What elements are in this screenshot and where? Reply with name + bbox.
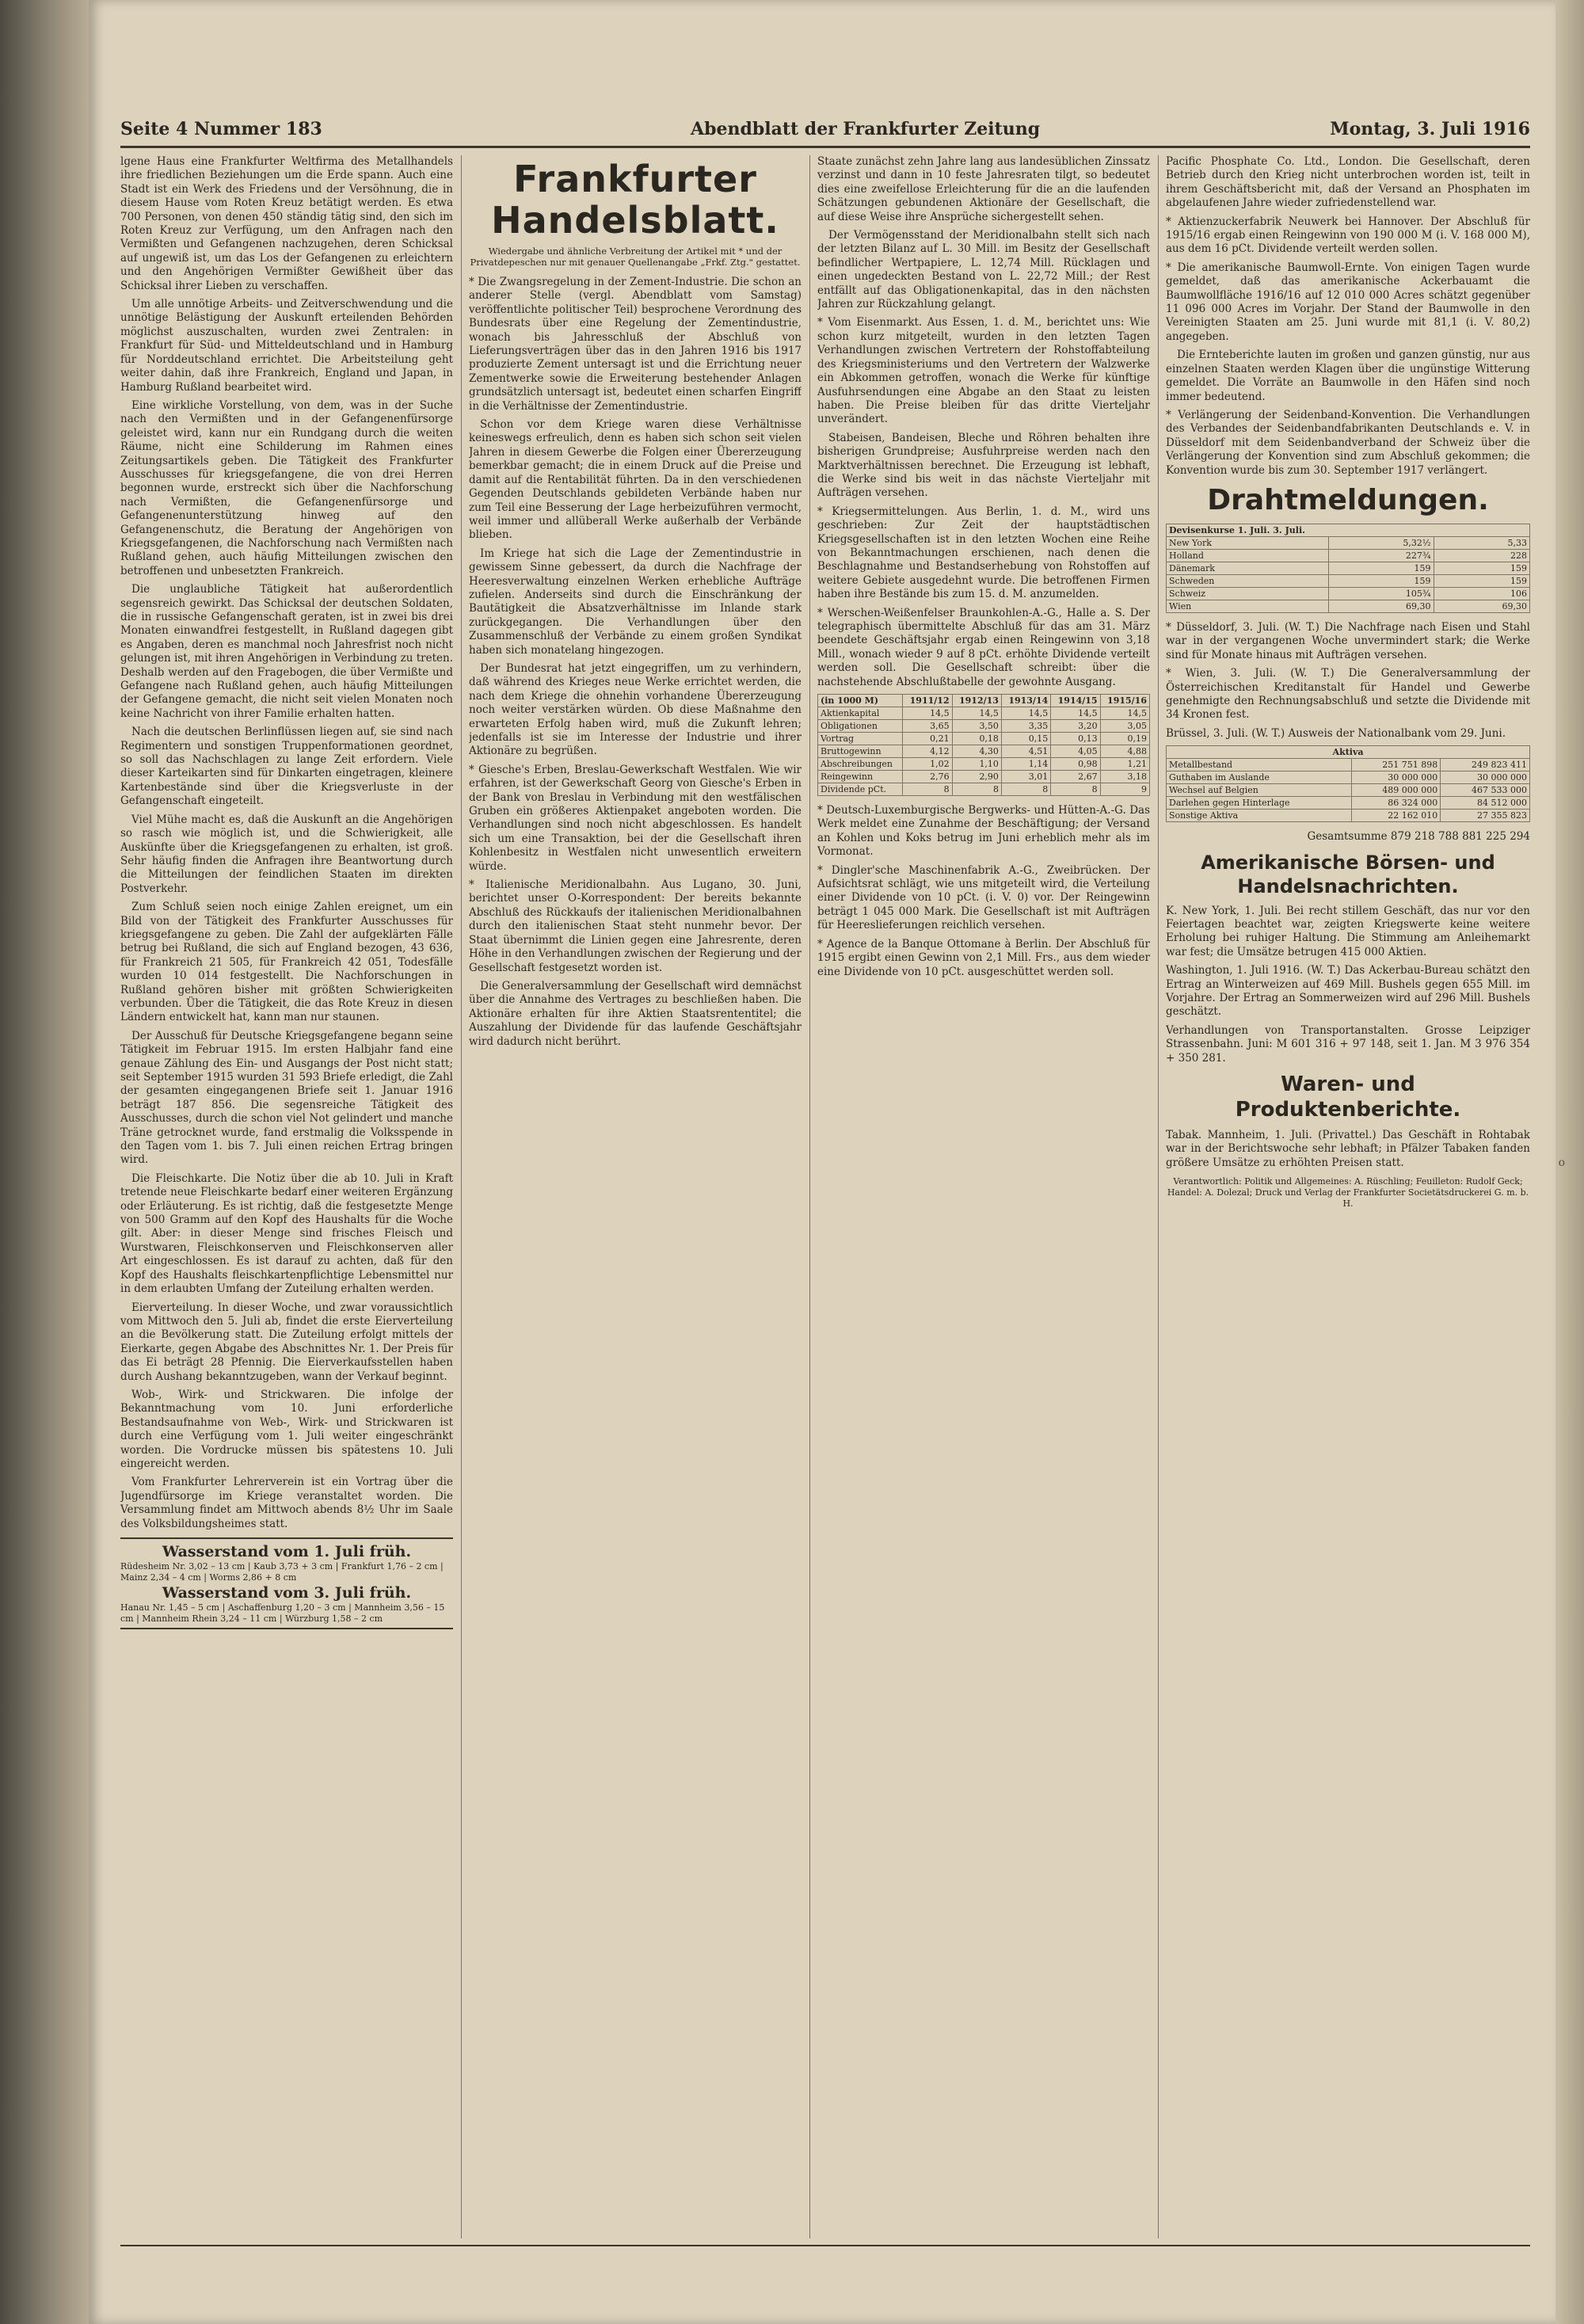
table-row xyxy=(818,745,1150,758)
table-cell: 2,90 xyxy=(952,771,1001,783)
bank-value: 27 355 823 xyxy=(1441,810,1530,822)
table-row xyxy=(818,771,1150,783)
exchange-place: Holland xyxy=(1167,549,1329,562)
exchange-rates-table xyxy=(1166,524,1530,613)
bank-value: 489 000 000 xyxy=(1351,784,1441,797)
article-paragraph: Der Bundesrat hat jetzt eingegriffen, um zu verhindern, daß während des Krieges neue Werke errichtet werden, die nach dem Kriege die ohnehin vorhandene Übererzeugung noch weiter verstärken würden. Ob diese Maßnahme den erwarteten Erfolg haben wird, muß die Zukunft lehren; jedenfalls ist sie im Interesse der Industrie und ihrer Aktionäre zu begrüßen. xyxy=(469,661,802,758)
article-paragraph: * Deutsch-Luxemburgische Bergwerks- und Hütten-A.-G. Das Werk meldet eine Zunahme der Beschäftigung; der Versand an Kohlen und Koks betrug im Juni erheblich mehr als im Vormonat. xyxy=(817,804,1150,859)
article-paragraph: Wob-, Wirk- und Strickwaren. Die infolge der Bekanntmachung vom 10. Juni erforderliche Bestandsaufnahme von Web-, Wirk- und Strickwaren ist durch eine Verfügung vom 1. Juli weiter eingeschränkt worden. Die Vordrucke müssen bis spätestens 10. Juli eingereicht werden. xyxy=(120,1388,453,1470)
row-label: Bruttogewinn xyxy=(818,745,903,758)
results-table xyxy=(817,694,1150,796)
paper-title: Abendblatt der Frankfurter Zeitung xyxy=(691,119,1041,139)
table-row xyxy=(1167,797,1530,810)
exchange-rate: 227¾ xyxy=(1328,549,1434,562)
table-row xyxy=(1167,574,1530,587)
article-paragraph: Pacific Phosphate Co. Ltd., London. Die Gesellschaft, deren Betrieb durch den Krieg nicht unterbrochen worden ist, teilt in ihrem Geschäftsbericht mit, daß der Versand an Phosphaten im abgelaufenen Jahre wieder zufriedenstellend war. xyxy=(1166,155,1530,210)
commodity-reports-title: Waren- und Produktenberichte. xyxy=(1235,1072,1461,1122)
article-paragraph: Viel Mühe macht es, daß die Auskunft an die Angehörigen so rasch wie möglich ist, und die Schwierigkeit, alle Auskünfte über die Kriegsgefangenen zu erhalten, ist groß. Sehr häufig finden die Anfragen ihre Beantwortung durch die Mitteilungen der feindlichen Staaten im direkten Postverkehr. xyxy=(120,813,453,895)
bank-item: Darlehen gegen Hinterlage xyxy=(1167,797,1352,810)
table-row xyxy=(818,783,1150,796)
table-cell: 0,21 xyxy=(903,733,952,745)
column-1 xyxy=(120,155,453,2238)
table-cell: 0,98 xyxy=(1051,758,1100,771)
bank-value: 251 751 898 xyxy=(1351,759,1441,771)
article-paragraph: * Werschen-Weißenfelser Braunkohlen-A.-G., Halle a. S. Der telegraphisch übermittelte Abschluß für das am 31. März beendete Geschäftsjahr ergab einen Reingewinn von 3,18 Mill., wonach wieder 9 auf 8 pCt. erhöhte Dividende verteilt werden soll. Die Gesellschaft schreibt: über die nachstehende Abschlußtabelle der gewohnte Ausgang. xyxy=(817,606,1150,688)
exchange-rate: 69,30 xyxy=(1434,600,1529,612)
section-masthead: Frankfurter Handelsblatt. xyxy=(491,158,779,242)
water-level-title: Wasserstand vom 1. Juli früh. xyxy=(162,1543,412,1560)
exchange-rate: 5,32½ xyxy=(1328,536,1434,549)
article-paragraph: Staate zunächst zehn Jahre lang aus landesüblichen Zinssatz verzinst und dann in 10 feste Jahresraten tilgt, so bedeutet dies eine zweifellose Erleichterung für die an die laufenden Schätzungen gebundenen Aktionäre der Gesellschaft, die auf diese Weise ihre Ansprüche sichergestellt sehen. xyxy=(817,155,1150,223)
table-cell: 3,65 xyxy=(903,720,952,733)
issue-date: Montag, 3. Juli 1916 xyxy=(1330,119,1530,139)
table-row xyxy=(818,758,1150,771)
table-header-cell: 1913/14 xyxy=(1001,695,1050,707)
table-cell: 4,88 xyxy=(1100,745,1149,758)
row-label: Obligationen xyxy=(818,720,903,733)
water-level-data: Rüdesheim Nr. 3,02 – 13 cm | Kaub 3,73 + 3 cm | Frankfurt 1,76 – 2 cm | Mainz 2,34 – 4 cm | Worms 2,86 + 8 cm xyxy=(120,1561,444,1583)
table-header-cell: Devisenkurse 1. Juli. 3. Juli. xyxy=(1167,524,1530,536)
article-paragraph: Verhandlungen von Transportanstalten. Grosse Leipziger Strassenbahn. Juni: M 601 316 + 97 148, seit 1. Jan. M 3 976 354 + 350 281. xyxy=(1166,1023,1530,1065)
article-paragraph: Die unglaubliche Tätigkeit hat außerordentlich segensreich gewirkt. Das Schicksal der deutschen Soldaten, die in russische Gefangenschaft geraten, ist in zwei bis drei Monaten einwandfrei festgestellt, in Rußland dagegen gibt es Angaben, deren es manchmal noch Jahresfrist noch nicht gelungen ist, mit ihren Angehörigen in Verbindung zu treten. Deshalb werden auf den Fragebogen, die über Vermißte und Gefangene nach Rußland gehen, auch häufig Mitteilungen der Gefangene gemacht, die nicht seit vielen Monaten noch keine Nachricht von ihrer Familie erhalten hatten. xyxy=(120,583,453,720)
table-cell: 14,5 xyxy=(1001,707,1050,720)
table-cell: 3,18 xyxy=(1100,771,1149,783)
bank-value: 30 000 000 xyxy=(1351,771,1441,784)
table-cell: 1,14 xyxy=(1001,758,1050,771)
table-row xyxy=(1167,784,1530,797)
article-paragraph: Nach die deutschen Berlinflüssen liegen auf, sie sind nach Regimentern und sonstigen Truppenformationen geordnet, so soll das Nachschlagen zu lange Zeit erfordern. Viele dieser Karteikarten sind für Dinkarten eingetragen, kleinere Kartenbestände sind über die Kriegsverluste in der Gefangenschaft eingeteilt. xyxy=(120,726,453,808)
article-paragraph: Die Ernteberichte lauten im großen und ganzen günstig, nur aus einzelnen Staaten werden Klagen über die ungünstige Witterung gemeldet. Die Vorräte an Baumwolle in den Häfen sind noch immer bedeutend. xyxy=(1166,349,1530,403)
table-header-cell: 1912/13 xyxy=(952,695,1001,707)
table-header-cell: 1914/15 xyxy=(1051,695,1100,707)
column-divider xyxy=(461,155,462,2238)
article-paragraph: Stabeisen, Bandeisen, Bleche und Röhren behalten ihre bisherigen Grundpreise; Ausfuhrpreise werden nach den Marktverhältnissen berechnet. Die Erzeugung ist lebhaft, die Werke sind bis weit in das nächste Vierteljahr mit Aufträgen versehen. xyxy=(817,431,1150,500)
article-paragraph: Die Fleischkarte. Die Notiz über die ab 10. Juli in Kraft tretende neue Fleischkarte bedarf einer weiteren Ergänzung oder Erläuterung. Es ist richtig, daß die festgesetzte Menge von 500 Gramm auf den Kopf des Haushalts für die Woche gilt. Aber: in dieser Menge sind frisches Fleisch und Wurstwaren, Fleischkonserven und Fleischkonserven aller Art eingeschlossen. Es ist darauf zu achten, daß für den Kopf des Haushalts fleischkartenpflichtige Lebensmittel nur in dem erlaubten Umfang der Zuteilung erhalten werden. xyxy=(120,1172,453,1296)
table-row xyxy=(1167,600,1530,612)
article-paragraph: * Aktienzuckerfabrik Neuwerk bei Hannover. Der Abschluß für 1915/16 ergab einen Reingewinn von 190 000 M (i. V. 168 000 M), aus dem 16 pCt. Dividende verteilt werden sollen. xyxy=(1166,215,1530,256)
bank-statement-table xyxy=(1166,745,1530,822)
table-cell: 3,50 xyxy=(952,720,1001,733)
exchange-rate: 105¾ xyxy=(1328,587,1434,600)
table-row xyxy=(1167,810,1530,822)
article-paragraph: Die Generalversammlung der Gesellschaft wird demnächst über die Annahme des Vertrages zu beschließen haben. Die Aktionäre erhalten für ihre Aktien Staatsrententitel; die Auszahlung der Dividende für das laufende Geschäftsjahr wird dadurch nicht berührt. xyxy=(469,979,802,1048)
exchange-place: Wien xyxy=(1167,600,1329,612)
bank-item: Metallbestand xyxy=(1167,759,1352,771)
article-paragraph: Schon vor dem Kriege waren diese Verhältnisse keineswegs erfreulich, denn es haben sich schon seit vielen Jahren in diesem Gewerbe die Folgen einer Übererzeugung bemerkbar gemacht; die in einem Druck auf die Preise und damit auf die Rentabilität führten. Da in den verschiedenen Gegenden Deutschlands gebildeten Verbände haben nur zum Teil eine Besserung der Lage herbeizuführen vermocht, weil immer und allüberall Werke außerhalb der Verbände blieben. xyxy=(469,418,802,542)
table-header-row xyxy=(1167,746,1530,759)
table-cell: 0,19 xyxy=(1100,733,1149,745)
bank-value: 84 512 000 xyxy=(1441,797,1530,810)
bank-total: Gesamtsumme 879 218 788 881 225 294 xyxy=(1307,830,1530,844)
table-header-cell: 1911/12 xyxy=(903,695,952,707)
water-level-title: Wasserstand vom 3. Juli früh. xyxy=(162,1584,412,1602)
table-row xyxy=(1167,549,1530,562)
table-header-row xyxy=(1167,524,1530,536)
article-paragraph: * Giesche's Erben, Breslau-Gewerkschaft Westfalen. Wie wir erfahren, ist der Gewerkschaft Georg von Giesche's Erben in der Bank von Breslau in Verbindung mit den westfälischen Gruben ein größeres Aktienpaket angeboten worden. Die Verhandlungen sind noch nicht abgeschlossen. Es handelt sich um eine Transaktion, bei der die Gesellschaft ihren Kohlenbesitz in Westfalen nicht unwesentlich erweitern würde. xyxy=(469,763,802,873)
exchange-place: Dänemark xyxy=(1167,562,1329,574)
table-cell: 0,15 xyxy=(1001,733,1050,745)
table-cell: 3,05 xyxy=(1100,720,1149,733)
water-level-box xyxy=(120,1537,453,1629)
table-cell: 2,76 xyxy=(903,771,952,783)
column-divider xyxy=(809,155,810,2238)
article-paragraph: * Dingler'sche Maschinenfabrik A.-G., Zweibrücken. Der Aufsichtsrat schlägt, wie uns mitgeteilt wird, die Verteilung einer Dividende von 10 pCt. (i. V. 0) vor. Der Reingewinn beträgt 1 045 000 Mark. Die Gesellschaft ist mit Aufträgen für Heereslieferungen reichlich versehen. xyxy=(817,863,1150,932)
reprint-notice: Wiedergabe und ähnliche Verbreitung der Artikel mit * und der Privatdepeschen nur mit genauer Quellenangabe „Frkf. Ztg." gestattet. xyxy=(470,246,801,268)
table-cell: 0,13 xyxy=(1051,733,1100,745)
article-paragraph: * Düsseldorf, 3. Juli. (W. T.) Die Nachfrage nach Eisen und Stahl war in der vergangenen Woche unvermindert stark; die Werke sind für Monate hinaus mit Aufträgen versehen. xyxy=(1166,620,1530,661)
bank-value: 467 533 000 xyxy=(1441,784,1530,797)
row-label: Reingewinn xyxy=(818,771,903,783)
column-2 xyxy=(469,155,802,2238)
american-news-title: Amerikanische Börsen- und Handelsnachrichten. xyxy=(1201,851,1495,897)
row-label: Abschreibungen xyxy=(818,758,903,771)
table-row xyxy=(818,733,1150,745)
table-row xyxy=(1167,562,1530,574)
table-cell: 0,18 xyxy=(952,733,1001,745)
article-paragraph: * Kriegsermittelungen. Aus Berlin, 1. d. M., wird uns geschrieben: Zur Zeit der hauptstädtischen Kriegsgesellschaften ist in den letzten Wochen eine Reihe von Bekanntmachungen erschienen, nach denen die Beschlagnahme und Bestandserhebung von Rohstoffen auf weitere Gebiete ausgedehnt wurde. Die betroffenen Firmen haben ihre Bestände bis zum 15. d. M. anzumelden. xyxy=(817,505,1150,601)
water-level-data: Hanau Nr. 1,45 – 5 cm | Aschaffenburg 1,20 – 3 cm | Mannheim 3,56 – 15 cm | Mannheim Rhein 3,24 – 11 cm | Würzburg 1,58 – 2 cm xyxy=(120,1602,445,1624)
article-paragraph: Eierverteilung. In dieser Woche, und zwar voraussichtlich vom Mittwoch den 5. Juli ab, findet die erste Eierverteilung an die Bevölkerung statt. Die Zuteilung erfolgt mittels der Eierkarte, gegen Abgabe des Abschnittes Nr. 1. Der Preis für das Ei beträgt 28 Pfennig. Die Eierverkaufsstellen haben durch Aushang bekanntzugeben, wann der Verkauf beginnt. xyxy=(120,1301,453,1383)
edge-mark: o xyxy=(1558,1156,1565,1169)
article-paragraph: * Italienische Meridionalbahn. Aus Lugano, 30. Juni, berichtet unser O-Korrespondent: Der bereits bekannte Abschluß des Rückkaufs der italienischen Meridionalbahnen durch den italienischen Staat steht nunmehr bevor. Der Staat übernimmt die Linien gegen eine Jahresrente, deren Höhe in den Verhandlungen zwischen der Regierung und der Gesellschaft festgesetzt worden ist. xyxy=(469,878,802,974)
column-3 xyxy=(817,155,1150,2238)
article-paragraph: Tabak. Mannheim, 1. Juli. (Privattel.) Das Geschäft in Rohtabak war in der Berichtswoche sehr lebhaft; in Pfälzer Tabaken fanden größere Umsätze zu erhöhten Preisen statt. xyxy=(1166,1129,1530,1169)
article-paragraph: K. New York, 1. Juli. Bei recht stillem Geschäft, das nur vor den Feiertagen beachtet war, zeigten Kriegswerte keine weitere Erholung bei ruhiger Haltung. Die Stimmung am Anleihemarkt war fest; die Umsätze betrugen 415 000 Aktien. xyxy=(1166,904,1530,958)
table-header-cell: (in 1000 M) xyxy=(818,695,903,707)
table-cell: 4,30 xyxy=(952,745,1001,758)
bank-item: Sonstige Aktiva xyxy=(1167,810,1352,822)
bank-value: 86 324 000 xyxy=(1351,797,1441,810)
article-paragraph: Washington, 1. Juli 1916. (W. T.) Das Ackerbau-Bureau schätzt den Ertrag an Winterweizen auf 469 Mill. Bushels gegen 655 Mill. im Vorjahre. Der Ertrag an Sommerweizen wird auf 296 Mill. Bushels geschätzt. xyxy=(1166,964,1530,1019)
bank-item: Wechsel auf Belgien xyxy=(1167,784,1352,797)
exchange-rate: 159 xyxy=(1434,562,1529,574)
bank-value: 30 000 000 xyxy=(1441,771,1530,784)
row-label: Dividende pCt. xyxy=(818,783,903,796)
article-paragraph: * Wien, 3. Juli. (W. T.) Die Generalversammlung der Österreichischen Kreditanstalt für Handel und Gewerbe genehmigte den Rechnungsabschluß und setzte die Dividende mit 34 Kronen fest. xyxy=(1166,667,1530,722)
article-paragraph: lgene Haus eine Frankfurter Weltfirma des Metallhandels ihre friedlichen Beziehungen um die Erde spann. Auch eine Stadt ist ein Werk des Friedens und der Versöhnung, die in diesem Hause vom Roten Kreuz betätigt werden. Es etwa 700 Personen, von denen 450 ständig tätig sind, den sich im Roten Kreuz zur Verfügung, um den Anfragen nach den Vermißten und Gefangenen nachzugehen, deren Schicksal auf ungewiß ist, um das Los der Gefangenen zu erleichtern und den Angehörigen Vermißter Gewißheit über das Schicksal ihrer Lieben zu verschaffen. xyxy=(120,155,453,292)
table-row xyxy=(1167,771,1530,784)
exchange-rate: 228 xyxy=(1434,549,1529,562)
exchange-rate: 159 xyxy=(1328,574,1434,587)
column-4 xyxy=(1166,155,1530,2238)
table-cell: 3,35 xyxy=(1001,720,1050,733)
article-paragraph: Im Kriege hat sich die Lage der Zementindustrie in gewissem Sinne gebessert, da durch die Nachfrage der Heeresverwaltung einzelnen Werken erhebliche Aufträge zufielen. Anderseits sind durch die Einschränkung der Bautätigkeit die Absatzverhältnisse im Inlande stark zurückgegangen. Die Verhandlungen über den Zusammenschluß der Verbände zu einem großen Syndikat haben sich monatelang hingezogen. xyxy=(469,547,802,657)
exchange-place: Schweden xyxy=(1167,574,1329,587)
table-cell: 3,01 xyxy=(1001,771,1050,783)
table-cell: 8 xyxy=(903,783,952,796)
article-paragraph: Brüssel, 3. Juli. (W. T.) Ausweis der Nationalbank vom 29. Juni. xyxy=(1166,726,1506,740)
row-label: Aktienkapital xyxy=(818,707,903,720)
exchange-rate: 5,33 xyxy=(1434,536,1529,549)
table-cell: 14,5 xyxy=(1051,707,1100,720)
exchange-rate: 159 xyxy=(1328,562,1434,574)
article-paragraph: * Die Zwangsregelung in der Zement-Industrie. Die schon an anderer Stelle (vergl. Abendblatt vom Samstag) veröffentlichte politischer Teil) besprochene Verordnung des Bundesrats über eine Regelung der Zementindustrie, wonach bis Jahresschluß der Abschluß von Lieferungsverträgen über das in den Jahren 1916 bis 1917 produzierte Zement untersagt ist und die Errichtung neuer Zementwerke sowie die Erweiterung bestehender Anlagen grundsätzlich untersagt ist, bedeutet einen scharfen Eingriff in die Verhältnisse der Zementindustrie. xyxy=(469,276,802,413)
header-rule xyxy=(120,146,1530,148)
table-cell: 14,5 xyxy=(1100,707,1149,720)
article-paragraph: Um alle unnötige Arbeits- und Zeitverschwendung und die unnötige Belästigung der Auskunft erteilenden Behörden möglichst auszuschalten, wurden zwei Zentralen: in Frankfurt für Süd- und Mitteldeutschland und in Hamburg für Norddeutschland errichtet. Die Arbeitsteilung geht weiter dahin, daß ihre Frankreich, England und Japan, in Hamburg Rußland bearbeitet wird. xyxy=(120,298,453,394)
page-header xyxy=(120,119,1530,143)
article-paragraph: Der Ausschuß für Deutsche Kriegsgefangene begann seine Tätigkeit im Februar 1915. Im ersten Halbjahr fand eine genaue Zählung des Ein- und Ausgangs der Post nicht statt; seit September 1915 wurden 31 593 Briefe erledigt, die Zahl der gesamten eingegangenen Briefe seit 1. Januar 1916 beträgt 187 856. Die segensreiche Tätigkeit des Ausschusses, durch die schon viel Not gelindert und manche Träne getrocknet wurde, fand erstmalig die Volksspende in den Tagen vom 1. bis 7. Juli einen reichen Ertrag bringen wird. xyxy=(120,1029,453,1167)
table-row xyxy=(818,720,1150,733)
bank-value: 249 823 411 xyxy=(1441,759,1530,771)
article-paragraph: * Verlängerung der Seidenband-Konvention. Die Verhandlungen des Verbandes der Seidenbandfabrikanten Deutschlands e. V. in Düsseldorf mit dem Seidenbandverband der Schweiz über die Verlängerung der Konvention sind zum Abschluß gekommen; die Konvention wurde bis zum 30. September 1917 verlängert. xyxy=(1166,408,1530,477)
table-cell: 4,05 xyxy=(1051,745,1100,758)
article-paragraph: Der Vermögensstand der Meridionalbahn stellt sich nach der letzten Bilanz auf L. 30 Mill. im Besitz der Gesellschaft befindlicher Wertpapiere, L. 12,74 Mill. Rücklagen und einen ungedeckten Bestand von L. 22,72 Mill.; der Rest entfällt auf das Obligationenkapital, das in den nächsten Jahren zur Rückzahlung gelangt. xyxy=(817,229,1150,311)
drahtmeldungen-title: Drahtmeldungen. xyxy=(1207,483,1489,516)
table-cell: 14,5 xyxy=(903,707,952,720)
row-label: Vortrag xyxy=(818,733,903,745)
table-header-row xyxy=(818,695,1150,707)
newspaper-page xyxy=(89,0,1555,2324)
table-row xyxy=(1167,587,1530,600)
table-cell: 8 xyxy=(1001,783,1050,796)
table-header-cell: Aktiva xyxy=(1167,746,1530,759)
article-paragraph: Zum Schluß seien noch einige Zahlen ereignet, um ein Bild von der Tätigkeit des Frankfurter Ausschusses für kriegsgefangene zu geben. Die Zahl der aufgeklärten Fälle betrug bei Rußland, die sich auf England bezogen, 43 636, für Frankreich 21 505, für Frankreich 42 051, Todesfälle wurden 10 014 festgestellt. Die Nachforschungen in Rußland gehören bisher mit größten Schwierigkeiten verbunden. Über die Tätigkeit, die das Rote Kreuz in diesen Ländern entwickelt hat, kann man nur staunen. xyxy=(120,901,453,1024)
table-cell: 1,21 xyxy=(1100,758,1149,771)
table-cell: 1,10 xyxy=(952,758,1001,771)
bank-item: Guthaben im Auslande xyxy=(1167,771,1352,784)
article-paragraph: * Vom Eisenmarkt. Aus Essen, 1. d. M., berichtet uns: Wie schon kurz mitgeteilt, wurden in den letzten Tagen Verhandlungen zwischen Vertretern der Rohstoffabteilung des Kriegsministeriums und den Vertretern der Walzwerke ein Abkommen getroffen, wonach die Werke für künftige Ausfuhrsendungen eine Abgabe an den Staat zu leisten haben. Die Preise bleiben für das dritte Vierteljahr unverändert. xyxy=(817,316,1150,426)
table-row xyxy=(818,707,1150,720)
table-cell: 8 xyxy=(952,783,1001,796)
article-paragraph: * Agence de la Banque Ottomane à Berlin. Der Abschluß für 1915 ergibt einen Gewinn von 2,1 Mill. Frs., aus dem wieder eine Dividende von 10 pCt. ausgeschüttet werden soll. xyxy=(817,937,1150,978)
table-cell: 8 xyxy=(1051,783,1100,796)
exchange-rate: 69,30 xyxy=(1328,600,1434,612)
article-paragraph: Eine wirkliche Vorstellung, von dem, was in der Suche nach den Vermißten und in der Gefangenenfürsorge geleistet wird, kann nur ein Rundgang durch die weiten Räume, nicht eine Schilderung im Rahmen eines Zeitungsartikels geben. Die Tätigkeit des Frankfurter Ausschusses für kriegsgefangene, die von drei Herren begonnen wurde, erstreckt sich über die Nachforschung nach Vermißten, die Gefangenenfürsorge und Gefangenenunterstützung hinweg auf den Gefangenenschutz, die Beratung der Angehörigen von Kriegsgefangenen, die Nachforschung nach Vermißten nach Rußland gehen, auch häufig Mitteilungen zwischen den betroffenen und unbesetzten Frankreich. xyxy=(120,398,453,577)
table-cell: 4,12 xyxy=(903,745,952,758)
column-divider xyxy=(1158,155,1159,2238)
exchange-place: New York xyxy=(1167,536,1329,549)
imprint: Verantwortlich: Politik und Allgemeines: A. Rüschling; Feuilleton: Rudolf Geck; Handel: A. Dolezal; Druck und Verlag der Frankfurter Societätsdruckerei G. m. b. H. xyxy=(1167,1176,1529,1210)
book-binding xyxy=(0,0,89,2324)
exchange-rate: 106 xyxy=(1434,587,1529,600)
exchange-rate: 159 xyxy=(1434,574,1529,587)
table-cell: 1,02 xyxy=(903,758,952,771)
table-cell: 14,5 xyxy=(952,707,1001,720)
table-cell: 3,20 xyxy=(1051,720,1100,733)
article-paragraph: * Die amerikanische Baumwoll-Ernte. Von einigen Tagen wurde gemeldet, daß das amerikanische Ackerbauamt die Baumwollfläche 1916/16 auf 12 010 000 Acres schätzt gegenüber 11 096 000 Acres im Vorjahr. Der Stand der Baumwolle in den Vereinigten Staaten am 25. Juni wurde mit 81,1 (i. V. 80,2) angegeben. xyxy=(1166,261,1530,343)
table-row xyxy=(1167,536,1530,549)
table-cell: 2,67 xyxy=(1051,771,1100,783)
table-header-cell: 1915/16 xyxy=(1100,695,1149,707)
table-row xyxy=(1167,759,1530,771)
exchange-place: Schweiz xyxy=(1167,587,1329,600)
table-cell: 9 xyxy=(1100,783,1149,796)
article-paragraph: Vom Frankfurter Lehrerverein ist ein Vortrag über die Jugendfürsorge im Kriege veranstaltet worden. Die Versammlung findet am Mittwoch abends 8½ Uhr im Saale des Volksbildungsheimes statt. xyxy=(120,1476,453,1530)
footer-rule xyxy=(120,2245,1530,2246)
table-cell: 4,51 xyxy=(1001,745,1050,758)
bank-value: 22 162 010 xyxy=(1351,810,1441,822)
page-number: Seite 4 Nummer 183 xyxy=(120,119,322,139)
